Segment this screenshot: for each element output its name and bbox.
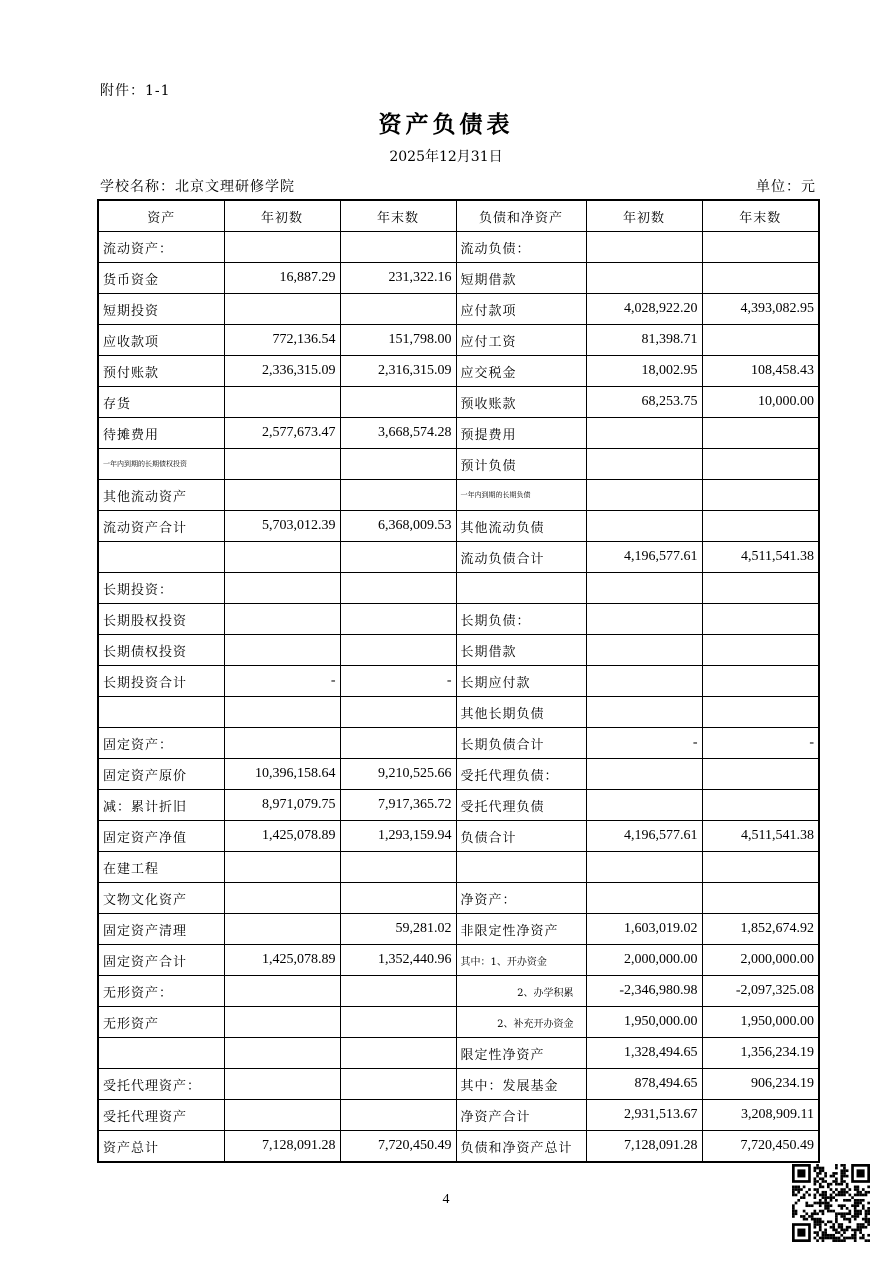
amount-cell [702,883,819,914]
table-row [98,635,819,666]
amount-cell [586,790,702,821]
amount-cell [340,852,456,883]
amount-cell: 16,887.29 [224,263,340,294]
report-meta [100,176,816,196]
row-label-cell: 受托代理负债： [456,759,586,790]
row-label-cell [98,697,224,728]
page-number: 4 [442,1192,450,1207]
page-title: 资产负债表 [378,111,514,138]
amount-cell [586,883,702,914]
amount-cell [340,449,456,480]
amount-cell [224,883,340,914]
table-row [98,883,819,914]
row-label-cell: 其中：1、开办资金 [456,945,586,976]
row-label-cell [98,542,224,573]
amount-cell [224,1038,340,1069]
amount-cell [224,697,340,728]
amount-cell [340,976,456,1007]
row-label-cell: 减：累计折旧 [98,790,224,821]
amount-cell [224,1100,340,1131]
row-label-cell: 长期投资： [98,573,224,604]
amount-cell [586,759,702,790]
amount-cell [340,1100,456,1131]
table-row [98,1069,819,1100]
table-row [98,666,819,697]
amount-cell [702,604,819,635]
amount-cell: 1,425,078.89 [224,945,340,976]
table-row [98,294,819,325]
amount-cell: 7,720,450.49 [340,1131,456,1163]
table-row [98,728,819,759]
qr-code-icon [792,1164,870,1242]
row-label-cell: 固定资产： [98,728,224,759]
row-label-cell: 2、补充开办资金 [456,1007,586,1038]
table-row [98,325,819,356]
amount-cell: - [702,728,819,759]
amount-cell: 18,002.95 [586,356,702,387]
amount-cell [340,728,456,759]
table-row [98,1100,819,1131]
amount-cell: 7,917,365.72 [340,790,456,821]
row-label-cell: 受托代理负债 [456,790,586,821]
row-label-cell: 受托代理资产 [98,1100,224,1131]
table-row [98,511,819,542]
amount-cell [340,697,456,728]
balance-sheet-table [97,199,820,1163]
row-label-cell: 待摊费用 [98,418,224,449]
amount-cell: 2,931,513.67 [586,1100,702,1131]
amount-cell: 1,352,440.96 [340,945,456,976]
row-label-cell: 长期应付款 [456,666,586,697]
amount-cell [340,480,456,511]
table-row [98,356,819,387]
amount-cell: 108,458.43 [702,356,819,387]
header-liabilities-begin: 年初数 [586,200,702,232]
row-label-cell: 短期投资 [98,294,224,325]
row-label-cell: 文物文化资产 [98,883,224,914]
amount-cell [586,263,702,294]
amount-cell [702,852,819,883]
row-label-cell: 一年内到期的长期负债 [456,480,586,511]
amount-cell: 2,000,000.00 [586,945,702,976]
amount-cell: - [586,728,702,759]
table-row [98,418,819,449]
amount-cell: 7,128,091.28 [224,1131,340,1163]
amount-cell [586,449,702,480]
amount-cell [340,1007,456,1038]
amount-cell [702,635,819,666]
table-row [98,976,819,1007]
amount-cell: 2,577,673.47 [224,418,340,449]
row-label-cell: 预收账款 [456,387,586,418]
amount-cell: 1,356,234.19 [702,1038,819,1069]
amount-cell [224,573,340,604]
amount-cell [586,697,702,728]
row-label-cell: 流动资产： [98,232,224,263]
amount-cell: 3,208,909.11 [702,1100,819,1131]
amount-cell [340,1069,456,1100]
row-label-cell: 应交税金 [456,356,586,387]
amount-cell [340,232,456,263]
amount-cell [340,635,456,666]
amount-cell [224,449,340,480]
row-label-cell: 短期借款 [456,263,586,294]
amount-cell: 151,798.00 [340,325,456,356]
table-row [98,542,819,573]
row-label-cell: 流动负债： [456,232,586,263]
row-label-cell: 净资产： [456,883,586,914]
amount-cell [224,542,340,573]
row-label-cell: 存货 [98,387,224,418]
amount-cell [224,1007,340,1038]
amount-cell: 4,393,082.95 [702,294,819,325]
header-liabilities-end: 年末数 [702,200,819,232]
header-liabilities: 负债和净资产 [456,200,586,232]
amount-cell [224,728,340,759]
row-label-cell: 非限定性净资产 [456,914,586,945]
amount-cell [702,480,819,511]
table-row [98,821,819,852]
row-label-cell: 长期负债合计 [456,728,586,759]
table-row [98,759,819,790]
amount-cell [224,294,340,325]
amount-cell [224,387,340,418]
amount-cell: - [224,666,340,697]
amount-cell [702,511,819,542]
amount-cell: 8,971,079.75 [224,790,340,821]
table-row [98,1038,819,1069]
amount-cell [224,1069,340,1100]
amount-cell [702,790,819,821]
amount-cell: 5,703,012.39 [224,511,340,542]
amount-cell: 68,253.75 [586,387,702,418]
amount-cell [340,542,456,573]
amount-cell [586,418,702,449]
amount-cell: 878,494.65 [586,1069,702,1100]
amount-cell [702,232,819,263]
amount-cell: 10,396,158.64 [224,759,340,790]
row-label-cell: 限定性净资产 [456,1038,586,1069]
amount-cell: - [340,666,456,697]
row-label-cell: 受托代理资产： [98,1069,224,1100]
amount-cell [586,232,702,263]
row-label-cell: 流动负债合计 [456,542,586,573]
amount-cell [340,387,456,418]
amount-cell: 4,196,577.61 [586,542,702,573]
amount-cell: 2,000,000.00 [702,945,819,976]
row-label-cell: 预计负债 [456,449,586,480]
table-row [98,480,819,511]
amount-cell: 4,511,541.38 [702,821,819,852]
amount-cell [586,480,702,511]
amount-cell: 81,398.71 [586,325,702,356]
amount-cell [224,976,340,1007]
amount-cell [224,914,340,945]
row-label-cell: 预付账款 [98,356,224,387]
amount-cell: 906,234.19 [702,1069,819,1100]
row-label-cell: 应付款项 [456,294,586,325]
table-row [98,573,819,604]
table-row [98,449,819,480]
amount-cell [586,666,702,697]
amount-cell [586,511,702,542]
row-label-cell [456,852,586,883]
row-label-cell: 货币资金 [98,263,224,294]
amount-cell: 1,293,159.94 [340,821,456,852]
row-label-cell: 净资产合计 [456,1100,586,1131]
amount-cell: 4,196,577.61 [586,821,702,852]
amount-cell [586,852,702,883]
amount-cell [224,635,340,666]
row-label-cell: 固定资产合计 [98,945,224,976]
header-assets: 资产 [98,200,224,232]
table-row [98,790,819,821]
row-label-cell: 固定资产清理 [98,914,224,945]
amount-cell [702,325,819,356]
amount-cell [702,418,819,449]
row-label-cell: 长期股权投资 [98,604,224,635]
row-label-cell: 应收款项 [98,325,224,356]
amount-cell: 1,603,019.02 [586,914,702,945]
amount-cell: 1,950,000.00 [702,1007,819,1038]
header-assets-begin: 年初数 [224,200,340,232]
report-date: 2025年12月31日 [389,149,503,165]
amount-cell [702,263,819,294]
amount-cell: 3,668,574.28 [340,418,456,449]
amount-cell: 1,328,494.65 [586,1038,702,1069]
row-label-cell: 固定资产原价 [98,759,224,790]
amount-cell: 6,368,009.53 [340,511,456,542]
row-label-cell: 在建工程 [98,852,224,883]
amount-cell: 231,322.16 [340,263,456,294]
amount-cell: 4,028,922.20 [586,294,702,325]
row-label-cell: 负债合计 [456,821,586,852]
amount-cell [586,604,702,635]
row-label-cell: 长期借款 [456,635,586,666]
amount-cell [586,635,702,666]
row-label-cell: 一年内到期的长期债权投资 [98,449,224,480]
row-label-cell: 预提费用 [456,418,586,449]
amount-cell: 2,316,315.09 [340,356,456,387]
row-label-cell: 其中：发展基金 [456,1069,586,1100]
currency-unit: 单位：元 [756,179,816,195]
amount-cell [586,573,702,604]
row-label-cell [456,573,586,604]
amount-cell [224,480,340,511]
table-row [98,604,819,635]
amount-cell: -2,346,980.98 [586,976,702,1007]
table-row [98,387,819,418]
row-label-cell: 其他流动资产 [98,480,224,511]
header-assets-end: 年末数 [340,200,456,232]
row-label-cell: 应付工资 [456,325,586,356]
amount-cell [340,294,456,325]
amount-cell [340,573,456,604]
amount-cell [224,232,340,263]
table-row [98,945,819,976]
amount-cell [702,573,819,604]
amount-cell [340,1038,456,1069]
row-label-cell: 其他流动负债 [456,511,586,542]
amount-cell [702,759,819,790]
amount-cell: 2,336,315.09 [224,356,340,387]
row-label-cell: 无形资产 [98,1007,224,1038]
row-label-cell [98,1038,224,1069]
row-label-cell: 其他长期负债 [456,697,586,728]
amount-cell [702,449,819,480]
table-header-row [98,200,819,232]
table-row [98,914,819,945]
amount-cell [224,604,340,635]
table-row [98,697,819,728]
row-label-cell: 2、办学积累 [456,976,586,1007]
table-row [98,1131,819,1163]
amount-cell [340,604,456,635]
amount-cell: 1,950,000.00 [586,1007,702,1038]
row-label-cell: 资产总计 [98,1131,224,1163]
amount-cell: 10,000.00 [702,387,819,418]
amount-cell: 59,281.02 [340,914,456,945]
amount-cell: 7,128,091.28 [586,1131,702,1163]
row-label-cell: 长期负债： [456,604,586,635]
amount-cell: 9,210,525.66 [340,759,456,790]
school-name: 学校名称：北京文理研修学院 [100,179,295,195]
row-label-cell: 长期投资合计 [98,666,224,697]
table-row [98,232,819,263]
table-row [98,263,819,294]
attachment-label: 附件：1-1 [100,83,171,99]
amount-cell: 7,720,450.49 [702,1131,819,1163]
row-label-cell: 无形资产： [98,976,224,1007]
amount-cell [702,697,819,728]
amount-cell [340,883,456,914]
amount-cell: 1,425,078.89 [224,821,340,852]
amount-cell: 772,136.54 [224,325,340,356]
amount-cell [702,666,819,697]
row-label-cell: 长期债权投资 [98,635,224,666]
row-label-cell: 流动资产合计 [98,511,224,542]
amount-cell [224,852,340,883]
table-row [98,852,819,883]
amount-cell: 1,852,674.92 [702,914,819,945]
amount-cell: 4,511,541.38 [702,542,819,573]
row-label-cell: 固定资产净值 [98,821,224,852]
table-row [98,1007,819,1038]
row-label-cell: 负债和净资产总计 [456,1131,586,1163]
amount-cell: -2,097,325.08 [702,976,819,1007]
